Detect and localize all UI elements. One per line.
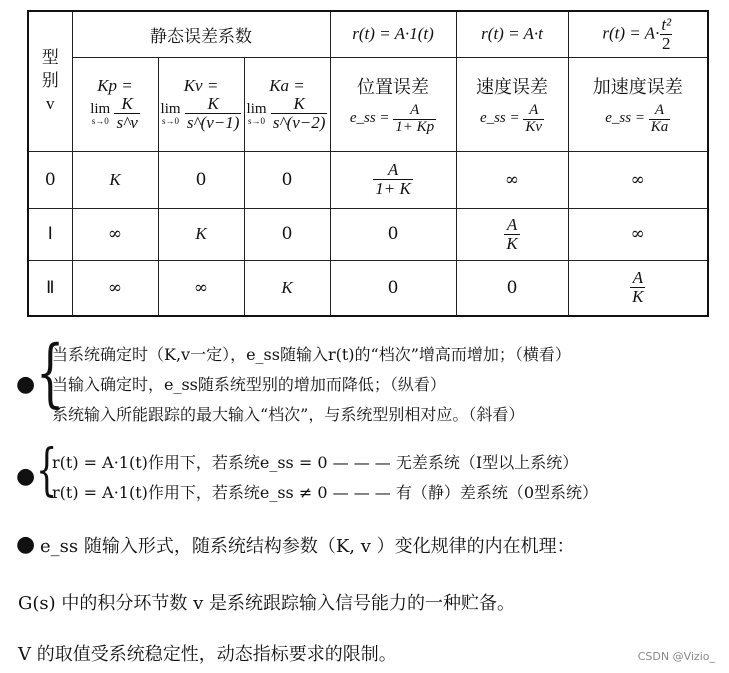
list-item: 当输入确定时，e_ss随系统型别的增加而降低；（纵看） (52, 375, 446, 394)
position-error-header: 位置误差 e_ss = $\frac{A}{1+ Kp}$ (330, 57, 456, 151)
bullet-group-2 (52, 448, 598, 508)
system-type-header: 型 别 v (28, 11, 72, 151)
steady-state-error-table (27, 10, 709, 317)
table-row (28, 260, 708, 316)
kp-value: K (72, 151, 158, 208)
ramp-error-value: ∞ (456, 151, 568, 208)
left-brace-icon: { (36, 330, 65, 416)
step-error-value: 0 (330, 208, 456, 260)
ka-value: K (244, 260, 330, 316)
ka-value: 0 (244, 208, 330, 260)
ramp-error-value: $\frac{A}{K}$ (456, 208, 568, 260)
kv-definition: Kv = lim s→0 $\frac{K}{s\^{}(v-1)}$ (158, 57, 244, 151)
watermark: CSDN @Vizio_ (637, 650, 715, 663)
kp-value: ∞ (72, 260, 158, 316)
bullet-group-1 (52, 340, 571, 430)
ka-value: 0 (244, 151, 330, 208)
acceleration-error-header: 加速度误差 e_ss = $\frac{A}{Ka}$ (568, 57, 708, 151)
ramp-error-value: 0 (456, 260, 568, 316)
ka-definition: Ka = lim s→0 $\frac{K}{s\^{}(v-2)}$ (244, 57, 330, 151)
kv-value: K (158, 208, 244, 260)
kp-value: ∞ (72, 208, 158, 260)
type-cell: 0 (28, 151, 72, 208)
paragraph-v-limits: V 的取值受系统稳定性，动态指标要求的限制。 (18, 644, 397, 665)
bullet-dot-icon: ● (16, 372, 36, 397)
left-brace-icon: { (36, 438, 58, 503)
list-item: r(t) = A·1(t)作用下，若系统e_ss ≠ 0 — — — 有（静）差系统（0型系统） (52, 483, 599, 502)
list-item: r(t) = A·1(t)作用下，若系统e_ss = 0 — — — 无差系统（I型以上系统） (52, 453, 579, 472)
bullet-dot-icon: ● (16, 532, 36, 557)
table-row (28, 208, 708, 260)
static-coeff-header: 静态误差系数 (72, 11, 330, 57)
paragraph-integrators: G(s) 中的积分环节数 v 是系统跟踪输入信号能力的一种贮备。 (18, 593, 515, 614)
type-cell: Ⅱ (28, 260, 72, 316)
parabola-error-value: ∞ (568, 208, 708, 260)
input-step-header: r(t) = A·1(t) (330, 11, 456, 57)
parabola-error-value: $\frac{A}{K}$ (568, 260, 708, 316)
input-parabola-header: r(t) = A· $\frac{\text{t²}}{2}$ (568, 11, 708, 57)
input-ramp-header: r(t) = A·t (456, 11, 568, 57)
step-error-value: $\frac{A}{1+ K}$ (330, 151, 456, 208)
parabola-error-value: ∞ (568, 151, 708, 208)
bullet-item-3: e_ss 随输入形式，随系统结构参数（K, v ）变化规律的内在机理： (40, 536, 575, 557)
bullet-dot-icon: ● (16, 464, 36, 489)
list-item: 系统输入所能跟踪的最大输入“档次”，与系统型别相对应。（斜看） (52, 405, 525, 424)
parabola-fraction: $\frac{\text{t²}}{2}$ (661, 14, 672, 53)
velocity-error-header: 速度误差 e_ss = $\frac{A}{Kv}$ (456, 57, 568, 151)
kv-value: ∞ (158, 260, 244, 316)
type-cell: Ⅰ (28, 208, 72, 260)
kv-value: 0 (158, 151, 244, 208)
step-error-value: 0 (330, 260, 456, 316)
table-row (28, 151, 708, 208)
kp-definition: Kp = lim s→0 $\frac{K}{s\^{}v}$ (72, 57, 158, 151)
list-item: 当系统确定时（K,v一定），e_ss随输入r(t)的“档次”增高而增加；（横看） (52, 345, 571, 364)
